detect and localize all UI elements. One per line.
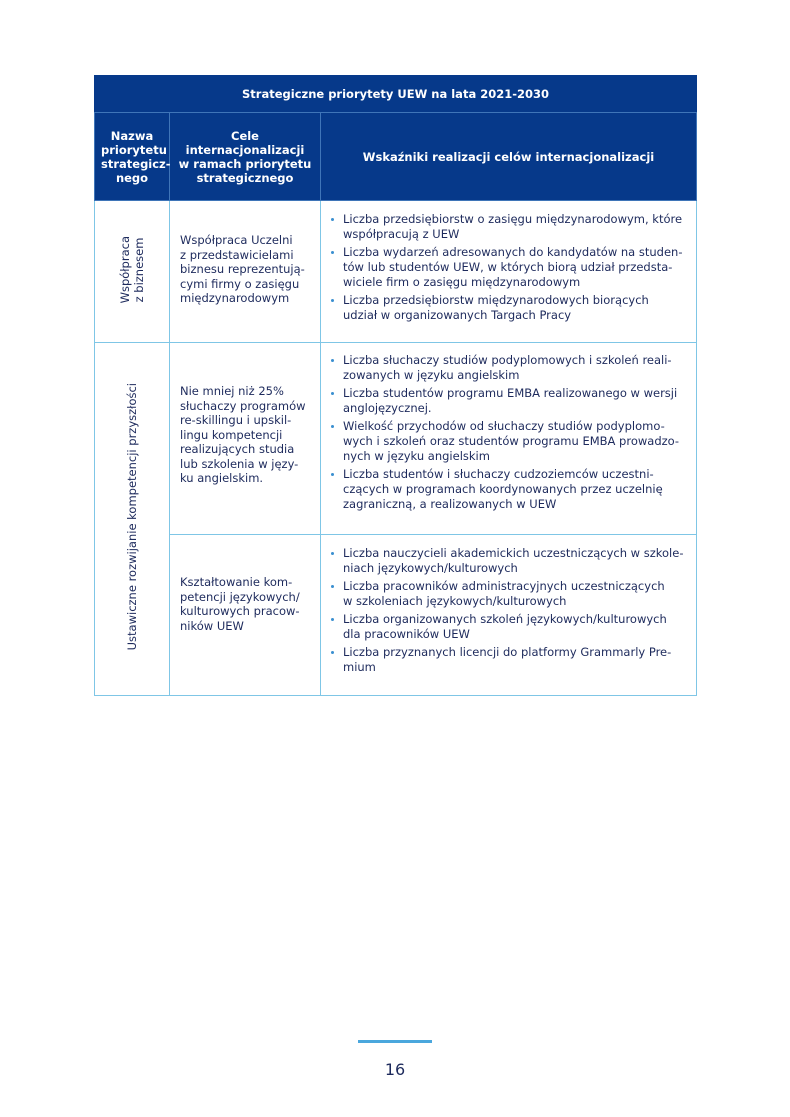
bullet-icon — [331, 585, 334, 588]
indicators-business — [321, 201, 697, 343]
bullet-icon — [331, 359, 334, 362]
list-item: Liczba pracowników administracyjnych uczestniczących w szkoleniach językowych/kulturowych — [331, 579, 688, 609]
bullet-icon — [331, 299, 334, 302]
bullet-icon — [331, 473, 334, 476]
list-item: Liczba studentów i słuchaczy cudzoziemców uczestni- czących w programach koordynowanych przez uczelnię zagraniczną, a realizowanych w UEW — [331, 467, 688, 512]
list-item: Liczba przyznanych licencji do platformy Grammarly Pre- mium — [331, 645, 688, 675]
indicators-english-training — [321, 343, 697, 535]
bullet-icon — [331, 251, 334, 254]
list-item: Wielkość przychodów od słuchaczy studiów podyplomo- wych i szkoleń oraz studentów programu EMBA prowadzo- nych w języku angielskim — [331, 419, 688, 464]
footer-divider — [358, 1040, 432, 1043]
bullet-icon — [331, 552, 334, 555]
page-number: 16 — [384, 1060, 406, 1079]
bullet-icon — [331, 218, 334, 221]
bullet-icon — [331, 425, 334, 428]
bullet-icon — [331, 392, 334, 395]
list-item: Liczba przedsiębiorstw międzynarodowych biorących udział w organizowanych Targach Pracy — [331, 293, 688, 323]
goal-language-competences: Kształtowanie kom- petencji językowych/ kulturowych pracow- ników UEW — [170, 535, 321, 696]
bullet-icon — [331, 618, 334, 621]
header-indicators: Wskaźniki realizacji celów internacjonalizacji — [321, 113, 697, 201]
table-title: Strategiczne priorytety UEW na lata 2021-2030 — [95, 76, 697, 113]
priority-name-business: Współpraca z biznesem — [95, 201, 170, 343]
goal-business-cooperation: Współpraca Uczelni z przedstawicielami biznesu reprezentują- cymi firmy o zasięgu międzynarodowym — [170, 201, 321, 343]
list-item: Liczba organizowanych szkoleń językowych/kulturowych dla pracowników UEW — [331, 612, 688, 642]
list-item: Liczba wydarzeń adresowanych do kandydatów na studen- tów lub studentów UEW, w których biorą udział przedsta- wiciele firm o zasięgu międzynarodowym — [331, 245, 688, 290]
list-item: Liczba słuchaczy studiów podyplomowych i szkoleń reali- zowanych w języku angielskim — [331, 353, 688, 383]
list-item: Liczba przedsiębiorstw o zasięgu międzynarodowym, które współpracują z UEW — [331, 212, 688, 242]
bullet-icon — [331, 651, 334, 654]
list-item: Liczba studentów programu EMBA realizowanego w wersji anglojęzycznej. — [331, 386, 688, 416]
header-goals: Cele internacjonalizacji w ramach priorytetu strategicznego — [170, 113, 321, 201]
priority-name-future-competences: Ustawiczne rozwijanie kompetencji przyszłości — [95, 343, 170, 696]
header-priority-name: Nazwa priorytetu strategicz- nego — [95, 113, 170, 201]
indicators-language-competences — [321, 535, 697, 696]
list-item: Liczba nauczycieli akademickich uczestniczących w szkole- niach językowych/kulturowych — [331, 546, 688, 576]
priorities-table — [94, 75, 697, 696]
goal-english-training: Nie mniej niż 25% słuchaczy programów re-skillingu i upskil- lingu kompetencji realizujących studia lub szkolenia w języ- ku angielskim. — [170, 343, 321, 535]
